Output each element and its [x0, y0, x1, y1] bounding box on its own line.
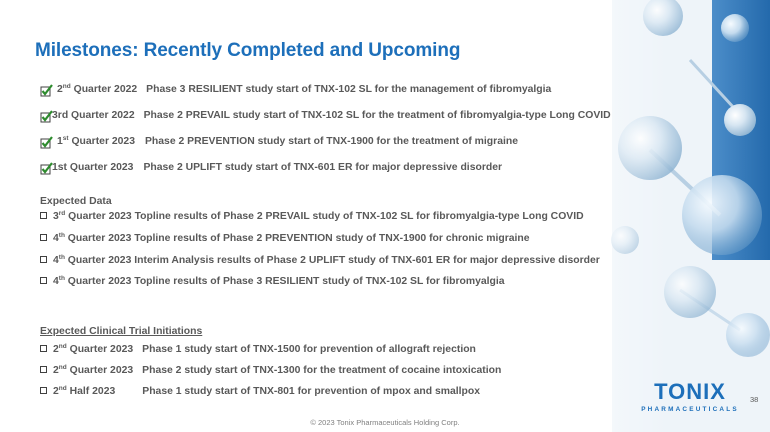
completed-item [40, 108, 611, 124]
completed-item-description: Phase 2 UPLIFT study start of TNX-601 ER for major depressive disorder [143, 162, 503, 173]
expected-trial-item [40, 363, 501, 379]
logo-subtitle: PHARMACEUTICALS [641, 406, 739, 413]
expected-trial-description: Phase 1 study start of TNX-1500 for prevention of allograft rejection [142, 344, 476, 355]
expected-trials-heading: Expected Clinical Trial Initiations [40, 326, 203, 337]
completed-item [40, 82, 551, 98]
completed-item-quarter: 3rd Quarter 2022 [52, 110, 135, 121]
empty-checkbox-icon [40, 234, 47, 241]
empty-checkbox-icon [40, 256, 47, 263]
checked-box-icon [40, 110, 53, 123]
completed-item-quarter: 1st Quarter 2023 [52, 162, 134, 173]
completed-item-quarter: 2nd Quarter 2022 [57, 83, 138, 95]
expected-data-item [40, 231, 530, 247]
empty-checkbox-icon [40, 277, 47, 284]
completed-item-description: Phase 2 PREVENTION study start of TNX-1900 for the treatment of migraine [145, 136, 518, 147]
expected-data-item [40, 253, 600, 269]
empty-checkbox-icon [40, 345, 47, 352]
expected-trial-description: Phase 1 study start of TNX-801 for prevention of mpox and smallpox [142, 386, 481, 397]
completed-item [40, 160, 502, 176]
completed-item-description: Phase 3 RESILIENT study start of TNX-102 SL for the management of fibromyalgia [146, 84, 552, 95]
expected-trial-description: Phase 2 study start of TNX-1300 for the treatment of cocaine intoxication [142, 365, 502, 376]
expected-data-heading: Expected Data [40, 196, 112, 207]
expected-data-description: Topline results of Phase 2 PREVENTION study of TNX-1900 for chronic migraine [134, 233, 530, 244]
expected-trial-quarter: 2nd Quarter 2023 [53, 364, 134, 376]
page-number: 38 [750, 395, 759, 404]
expected-trial-quarter: 2nd Quarter 2023 [53, 343, 134, 355]
logo-wordmark: TONIX [654, 379, 726, 404]
checked-box-icon [40, 84, 53, 97]
empty-checkbox-icon [40, 212, 47, 219]
expected-data-description: Topline results of Phase 3 RESILIENT study of TNX-102 SL for fibromyalgia [134, 276, 505, 287]
expected-data-description: Topline results of Phase 2 PREVAIL study of TNX-102 SL for fibromyalgia-type Long COVID [134, 211, 584, 222]
checked-box-icon [40, 162, 53, 175]
copyright-footer: © 2023 Tonix Pharmaceuticals Holding Corp. [310, 418, 460, 427]
completed-item-quarter: 1st Quarter 2023 [57, 135, 135, 147]
empty-checkbox-icon [40, 387, 47, 394]
expected-data-quarter: 4th Quarter 2023 [53, 254, 132, 266]
expected-data-quarter: 4th Quarter 2023 [53, 232, 132, 244]
tonix-logo [640, 379, 740, 423]
expected-trial-item [40, 342, 476, 358]
expected-data-quarter: 3rd Quarter 2023 [53, 210, 132, 222]
expected-data-item [40, 209, 584, 225]
slide-title: Milestones: Recently Completed and Upcoming [35, 40, 461, 61]
checked-box-icon [40, 136, 53, 149]
completed-item-description: Phase 2 PREVAIL study start of TNX-102 SL for the treatment of fibromyalgia-type Long COVID [143, 110, 611, 121]
expected-trial-item [40, 384, 480, 400]
completed-item [40, 134, 518, 150]
expected-data-quarter: 4th Quarter 2023 [53, 275, 132, 287]
empty-checkbox-icon [40, 366, 47, 373]
expected-data-item [40, 274, 505, 290]
expected-trial-quarter: 2nd Half 2023 [53, 385, 116, 397]
expected-data-description: Interim Analysis results of Phase 2 UPLIFT study of TNX-601 ER for major depressive disorder [134, 255, 600, 266]
